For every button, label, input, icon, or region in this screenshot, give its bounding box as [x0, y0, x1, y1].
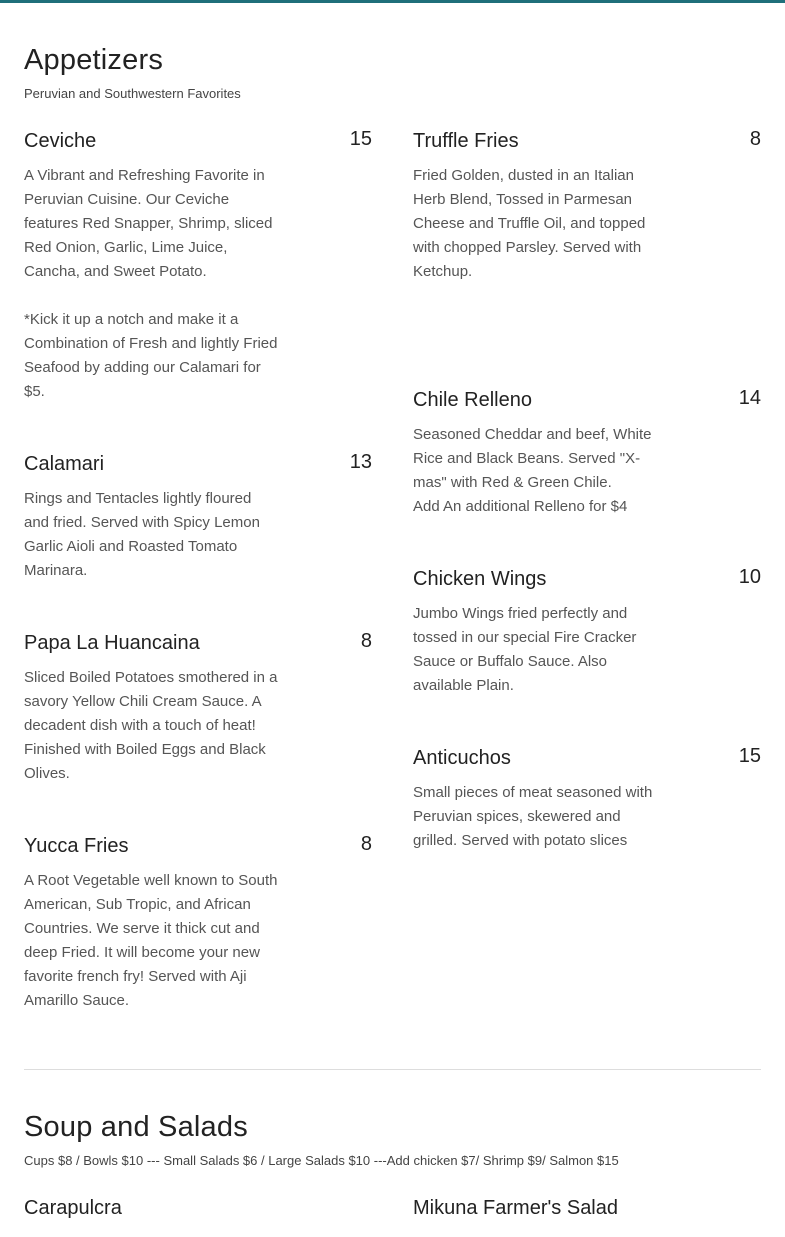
item-name: Chicken Wings — [413, 568, 547, 590]
item-description: Seasoned Cheddar and beef, White Rice and Black Beans. Served "X-mas" with Red & Green Chile. Add An additional Relleno for $4 — [413, 426, 652, 515]
item-description: A Root Vegetable well known to South American, Sub Tropic, and African Countries. We serve it thick cut and deep Fried. It will become your new favorite french fry! Served with Aji Amarillo Sauce. — [24, 872, 278, 1009]
item-price: 10 — [738, 566, 761, 588]
item-name: Ceviche — [24, 130, 97, 152]
item-price: 13 — [349, 451, 372, 473]
item-description: Small pieces of meat seasoned with Peruvian spices, skewered and grilled. Served with potato slices — [413, 784, 653, 849]
item-name: Mikuna Farmer's Salad — [413, 1197, 618, 1219]
item-price: 15 — [738, 745, 761, 767]
item-description: Fried Golden, dusted in an Italian Herb Blend, Tossed in Parmesan Cheese and Truffle Oil, and topped with chopped Parsley. Served with Ketchup. — [413, 167, 646, 280]
item-description: Rings and Tentacles lightly floured and fried. Served with Spicy Lemon Garlic Aioli and Roasted Tomato Marinara. — [24, 490, 260, 579]
item-price: 14 — [738, 387, 761, 409]
item-price: 15 — [349, 128, 372, 150]
top-accent-bar — [0, 0, 785, 3]
item-price: 8 — [360, 833, 372, 855]
item-name: Anticuchos — [413, 747, 511, 769]
section-title-appetizers: Appetizers — [24, 44, 164, 76]
item-description: Sliced Boiled Potatoes smothered in a savory Yellow Chili Cream Sauce. A decadent dish with a touch of heat! Finished with Boiled Eggs and Black Olives. — [24, 669, 278, 782]
item-name: Carapulcra — [24, 1197, 122, 1219]
section-title-soup-and-salads: Soup and Salads — [24, 1111, 248, 1143]
item-name: Yucca Fries — [24, 835, 129, 857]
section-subtitle-appetizers: Peruvian and Southwestern Favorites — [24, 86, 241, 101]
item-name: Truffle Fries — [413, 130, 519, 152]
item-name: Papa La Huancaina — [24, 632, 200, 654]
section-divider — [24, 1069, 761, 1070]
item-description: A Vibrant and Refreshing Favorite in Peruvian Cuisine. Our Ceviche features Red Snapper, Shrimp, sliced Red Onion, Garlic, Lime Juice, Cancha, and Sweet Potato. *Kick it up a notch and make it a Combination of Fresh and lightly Fried Seafood by adding our Calamari for $5. — [24, 167, 278, 400]
item-description: Jumbo Wings fried perfectly and tossed in our special Fire Cracker Sauce or Buffalo Sauce. Also available Plain. — [413, 605, 637, 694]
item-name: Chile Relleno — [413, 389, 532, 411]
item-price: 8 — [749, 128, 761, 150]
item-price: 8 — [360, 630, 372, 652]
item-name: Calamari — [24, 453, 105, 475]
section-subtitle-soup-and-salads: Cups $8 / Bowls $10 --- Small Salads $6 / Large Salads $10 ---Add chicken $7/ Shrimp $9/ Salmon $15 — [24, 1153, 619, 1168]
